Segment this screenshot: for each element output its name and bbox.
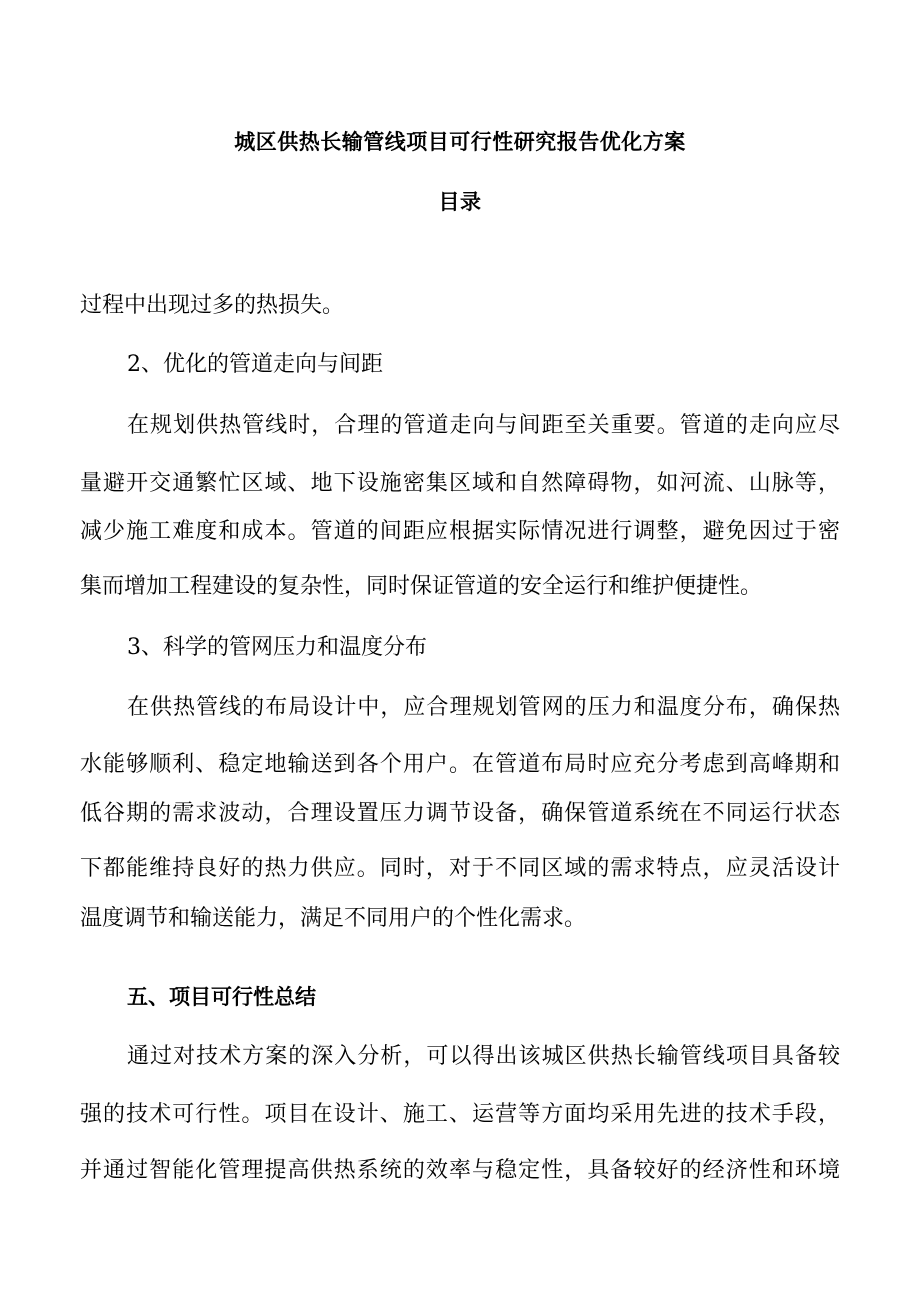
paragraph-line: 下都能维持良好的热力供应。同时，对于不同区域的需求特点，应灵活设计 <box>80 856 840 881</box>
item-heading-3: 3、科学的管网压力和温度分布 <box>127 635 427 660</box>
paragraph-line: 低谷期的需求波动，合理设置压力调节设备，确保管道系统在不同运行状态 <box>80 801 840 826</box>
paragraph-line: 在供热管线的布局设计中，应合理规划管网的压力和温度分布，确保热 <box>127 695 840 720</box>
paragraph-line: 温度调节和输送能力，满足不同用户的个性化需求。 <box>80 906 587 931</box>
section-heading-5: 五、项目可行性总结 <box>127 985 316 1009</box>
paragraph-line: 量避开交通繁忙区域、地下设施密集区域和自然障碍物，如河流、山脉等， <box>80 471 840 496</box>
paragraph-line: 强的技术可行性。项目在设计、施工、运营等方面均采用先进的技术手段， <box>80 1102 840 1127</box>
item-heading-2: 2、优化的管道走向与间距 <box>127 352 383 377</box>
paragraph-line: 在规划供热管线时，合理的管道走向与间距至关重要。管道的走向应尽 <box>127 413 840 438</box>
paragraph-line: 并通过智能化管理提高供热系统的效率与稳定性，具备较好的经济性和环境 <box>80 1158 840 1183</box>
table-of-contents-title: 目录 <box>438 190 482 214</box>
paragraph-line: 通过对技术方案的深入分析，可以得出该城区供热长输管线项目具备较 <box>127 1044 840 1069</box>
paragraph-line: 减少施工难度和成本。管道的间距应根据实际情况进行调整，避免因过于密 <box>80 519 840 544</box>
paragraph-line: 水能够顺利、稳定地输送到各个用户。在管道布局时应充分考虑到高峰期和 <box>80 752 840 777</box>
document-title: 城区供热长输管线项目可行性研究报告优化方案 <box>234 130 686 154</box>
paragraph-line: 集而增加工程建设的复杂性，同时保证管道的安全运行和维护便捷性。 <box>80 574 763 599</box>
paragraph-line: 过程中出现过多的热损失。 <box>80 293 345 318</box>
